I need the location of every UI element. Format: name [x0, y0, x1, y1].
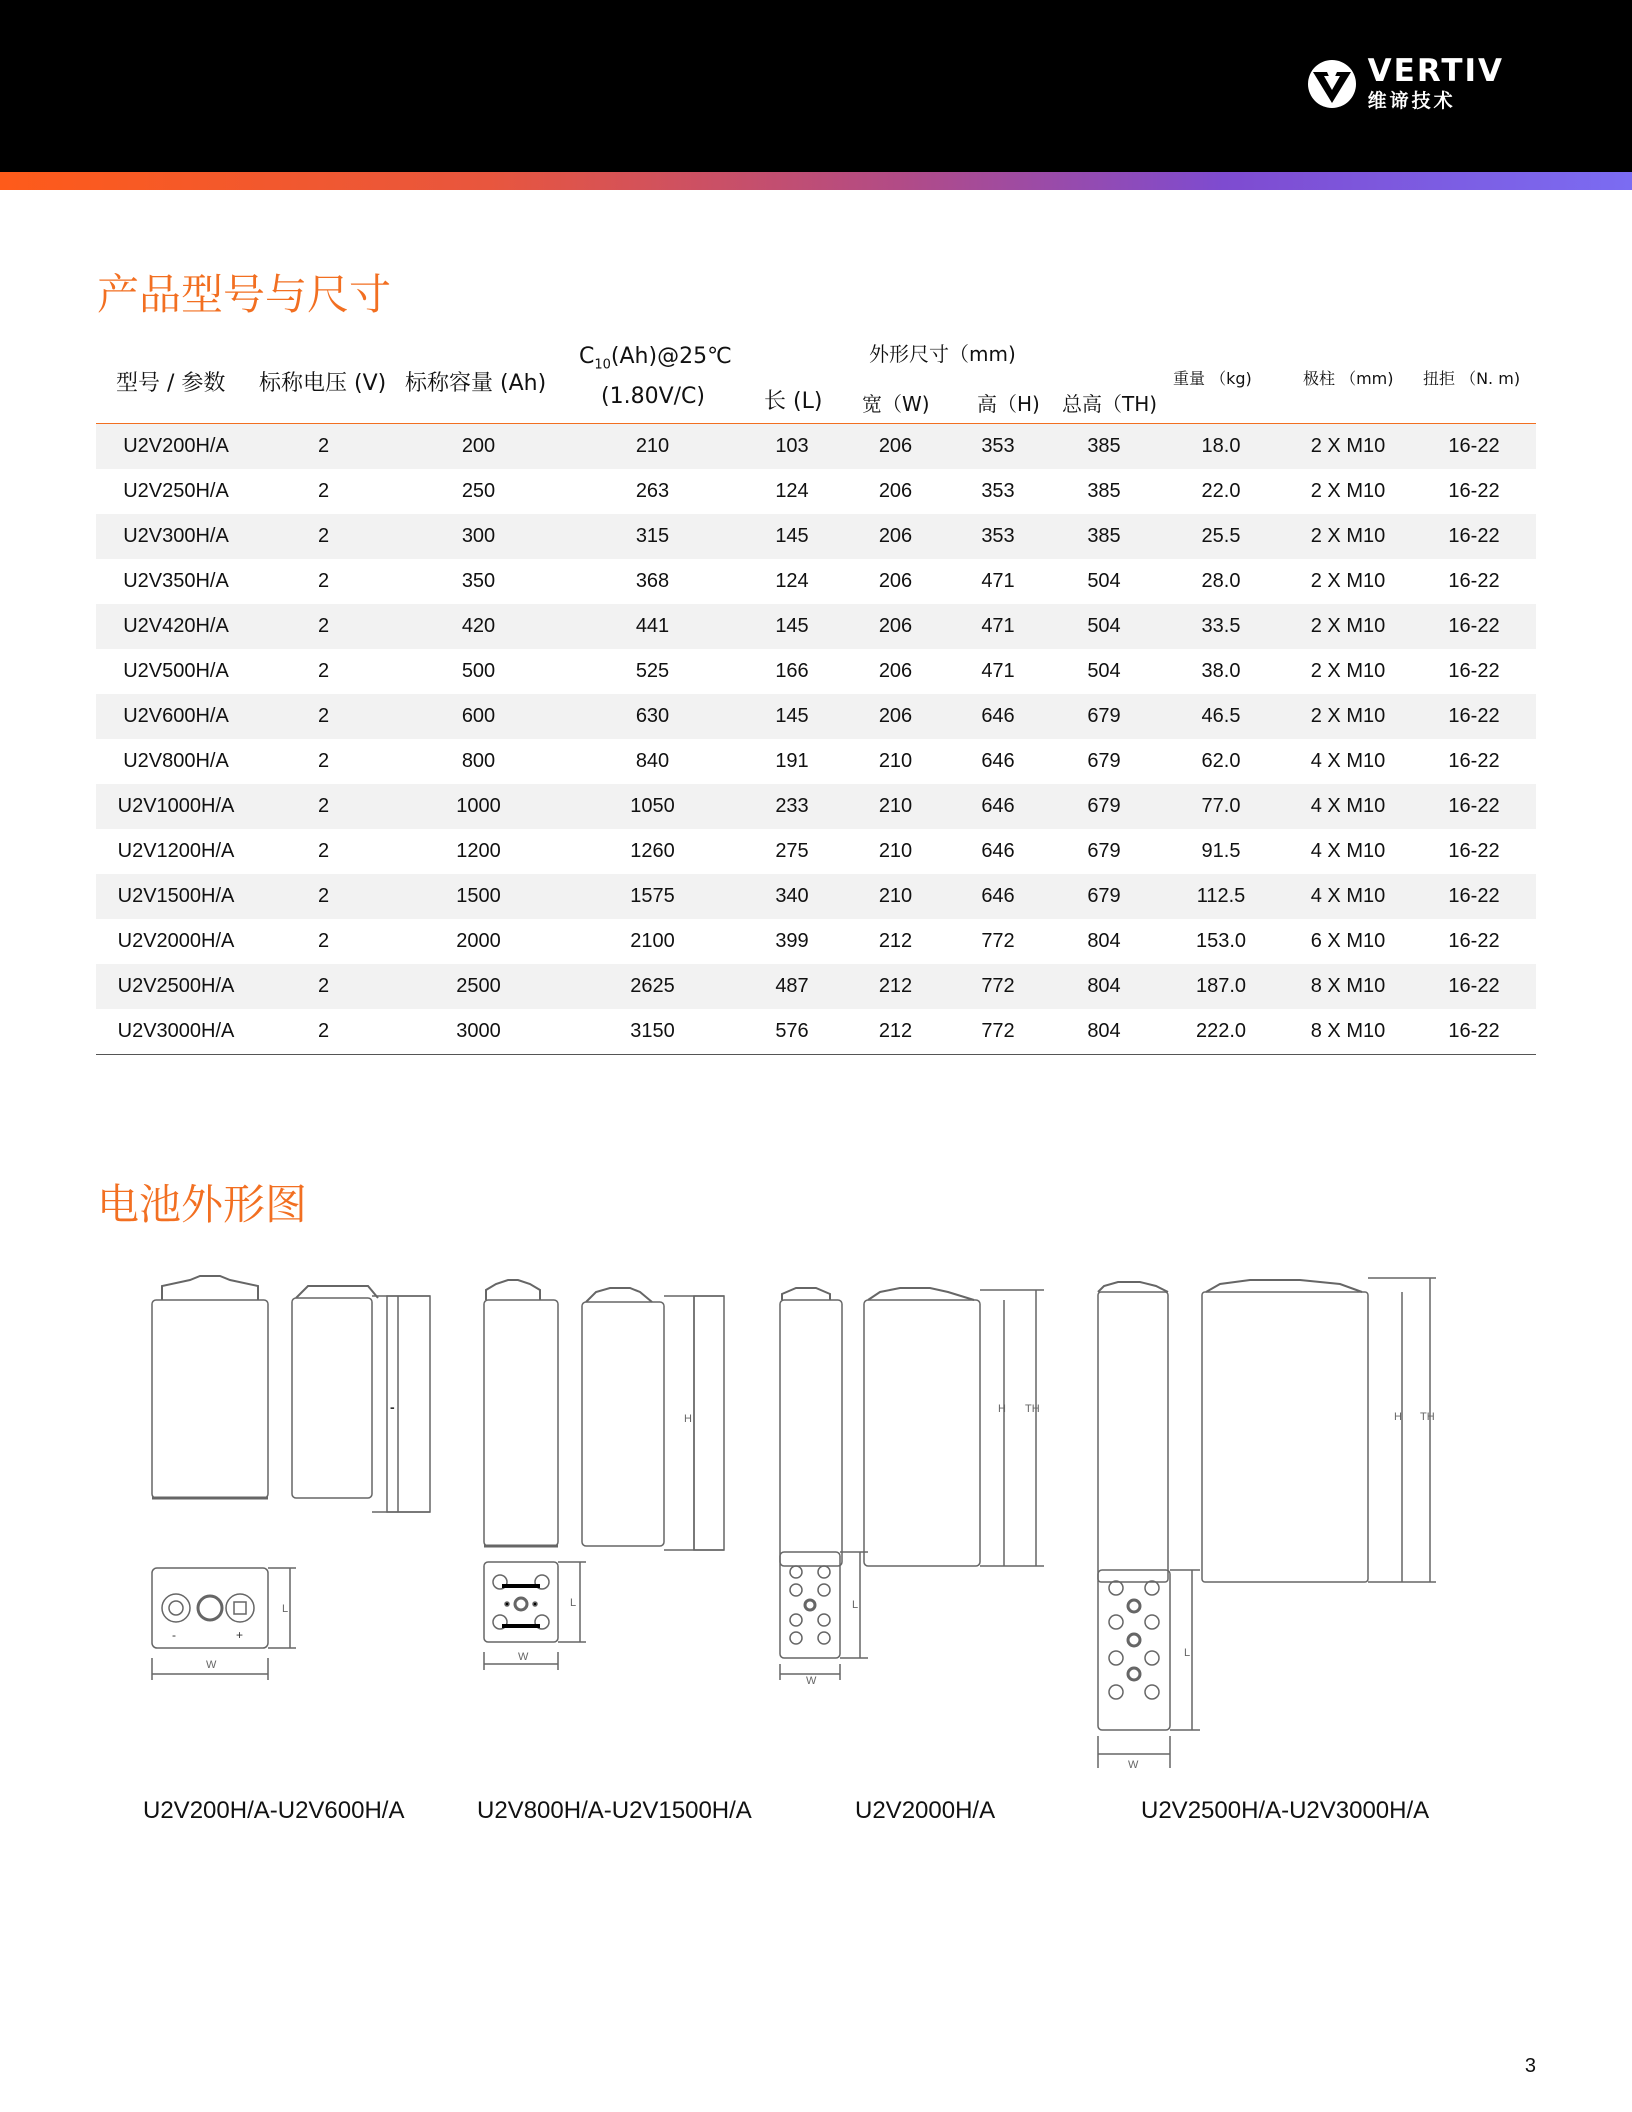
- cell-torque: 16-22: [1448, 660, 1500, 682]
- diagram-group-4: [1098, 1278, 1436, 1770]
- cell-capacity: 500: [461, 660, 496, 682]
- cell-th: 804: [1087, 1020, 1121, 1042]
- cell-terminal: 2 X M10: [1310, 570, 1386, 592]
- cell-model: U2V500H/A: [123, 660, 229, 682]
- cell-voltage: 2: [317, 480, 330, 502]
- cell-th: 679: [1087, 705, 1121, 727]
- cell-voltage: 2: [317, 705, 330, 727]
- cell-model: U2V800H/A: [123, 750, 229, 772]
- label-th4: TH: [1420, 1411, 1435, 1423]
- header-capacity: 标称容量 (Ah): [405, 371, 547, 396]
- cell-c10: 368: [635, 570, 670, 592]
- cell-th: 679: [1087, 750, 1121, 772]
- cell-model: U2V300H/A: [123, 525, 229, 547]
- label-w4: W: [1128, 1759, 1139, 1770]
- cell-model: U2V2000H/A: [117, 930, 235, 952]
- cell-h: 646: [981, 750, 1015, 772]
- cell-voltage: 2: [317, 840, 330, 862]
- cell-torque: 16-22: [1448, 885, 1500, 907]
- cell-l: 124: [775, 480, 809, 502]
- cell-capacity: 3000: [456, 1020, 501, 1042]
- cell-c10: 2625: [630, 975, 675, 997]
- header-gradient-stripe: [0, 172, 1632, 190]
- header-c10-sub: 10: [594, 357, 611, 373]
- cell-model: U2V200H/A: [123, 435, 229, 457]
- cell-weight: 25.5: [1201, 525, 1241, 547]
- label-h4: H: [1394, 1411, 1402, 1423]
- cell-capacity: 1500: [456, 885, 501, 907]
- cell-th: 804: [1087, 975, 1121, 997]
- cell-weight: 187.0: [1195, 975, 1247, 997]
- cell-l: 275: [775, 840, 809, 862]
- cell-torque: 16-22: [1448, 750, 1500, 772]
- cell-voltage: 2: [317, 975, 330, 997]
- cell-torque: 16-22: [1448, 795, 1500, 817]
- cell-weight: 22.0: [1201, 480, 1241, 502]
- cell-h: 353: [981, 525, 1015, 547]
- cell-weight: 62.0: [1201, 750, 1241, 772]
- spec-table: [96, 330, 1536, 1055]
- cell-c10: 441: [635, 615, 670, 637]
- cell-capacity: 2500: [456, 975, 501, 997]
- diagram-group-2: [484, 1280, 724, 1670]
- cell-l: 124: [775, 570, 809, 592]
- cell-h: 646: [981, 885, 1015, 907]
- cell-w: 206: [878, 480, 913, 502]
- battery-front-view: [780, 1300, 842, 1566]
- cell-terminal: 6 X M10: [1310, 930, 1386, 952]
- cell-model: U2V2500H/A: [117, 975, 235, 997]
- cell-h: 646: [981, 705, 1015, 727]
- label-l3: L: [852, 1599, 859, 1611]
- cell-torque: 16-22: [1448, 930, 1500, 952]
- header-dims-group: 外形尺寸（mm): [869, 342, 1016, 366]
- cell-w: 206: [878, 570, 913, 592]
- cell-th: 804: [1087, 930, 1121, 952]
- battery-outline-diagrams: [140, 1260, 1480, 1770]
- battery-top-view: [484, 1562, 558, 1642]
- cell-l: 145: [775, 525, 809, 547]
- cell-terminal: 2 X M10: [1310, 525, 1386, 547]
- cell-capacity: 300: [461, 525, 496, 547]
- cell-th: 385: [1087, 480, 1121, 502]
- cell-c10: 210: [635, 435, 670, 457]
- cell-terminal: 2 X M10: [1310, 435, 1386, 457]
- cell-l: 399: [775, 930, 809, 952]
- cell-h: 471: [981, 660, 1015, 682]
- label-th3: TH: [1025, 1403, 1040, 1415]
- header-weight: 重量 （kg): [1173, 369, 1252, 388]
- cell-voltage: 2: [317, 930, 330, 952]
- cell-weight: 77.0: [1201, 795, 1241, 817]
- cell-torque: 16-22: [1448, 480, 1500, 502]
- table-row: [96, 559, 1536, 604]
- vertiv-mark-icon: [1306, 59, 1358, 109]
- caption-group-3: U2V2000H/A: [855, 1797, 996, 1824]
- cell-c10: 1050: [630, 795, 675, 817]
- cell-h: 772: [981, 1020, 1015, 1042]
- header-torque: 扭拒 （N. m): [1423, 369, 1521, 388]
- cell-terminal: 2 X M10: [1310, 480, 1386, 502]
- header-terminal: 极柱 （mm): [1303, 369, 1394, 388]
- cell-w: 212: [878, 975, 913, 997]
- table-row: [96, 469, 1536, 514]
- cell-l: 340: [775, 885, 809, 907]
- table-row: [96, 604, 1536, 649]
- battery-side-view: [582, 1302, 664, 1546]
- label-w1: W: [206, 1659, 217, 1671]
- header-voltage: 标称电压 (V): [259, 371, 387, 396]
- header-height: 高（H): [977, 392, 1040, 416]
- table-row: [96, 514, 1536, 559]
- cell-w: 206: [878, 615, 913, 637]
- cell-model: U2V350H/A: [123, 570, 229, 592]
- header-c10-post: (Ah)@25℃: [610, 344, 732, 369]
- cell-h: 646: [981, 795, 1015, 817]
- table-row: [96, 829, 1536, 874]
- cell-voltage: 2: [317, 1020, 330, 1042]
- cell-c10: 1260: [630, 840, 675, 862]
- table-row: [96, 739, 1536, 784]
- label-l1: L: [282, 1603, 289, 1615]
- cell-capacity: 250: [461, 480, 496, 502]
- cell-th: 679: [1087, 840, 1121, 862]
- page-number: 3: [1524, 2055, 1536, 2077]
- cell-c10: 525: [635, 660, 670, 682]
- battery-front-view: [484, 1300, 558, 1546]
- logo-brand-cn: 维谛技术: [1367, 90, 1456, 112]
- cell-w: 206: [878, 435, 913, 457]
- cell-l: 166: [775, 660, 809, 682]
- battery-top-view: [1098, 1570, 1170, 1730]
- cell-terminal: 4 X M10: [1310, 840, 1386, 862]
- cell-voltage: 2: [317, 570, 330, 592]
- table-header: [96, 330, 1536, 424]
- cell-model: U2V420H/A: [123, 615, 229, 637]
- diagram-group-1: [152, 1276, 430, 1680]
- cell-voltage: 2: [317, 660, 330, 682]
- cell-voltage: 2: [317, 885, 330, 907]
- cell-w: 206: [878, 705, 913, 727]
- cell-voltage: 2: [317, 435, 330, 457]
- section-title-outline: 电池外形图: [97, 1180, 308, 1229]
- cell-capacity: 800: [461, 750, 496, 772]
- cell-torque: 16-22: [1448, 1020, 1500, 1042]
- cell-capacity: 350: [461, 570, 496, 592]
- cell-weight: 28.0: [1201, 570, 1241, 592]
- cell-capacity: 200: [461, 435, 496, 457]
- table-row: [96, 874, 1536, 919]
- cell-w: 210: [878, 885, 913, 907]
- cell-terminal: 8 X M10: [1310, 1020, 1386, 1042]
- cell-terminal: 2 X M10: [1310, 705, 1386, 727]
- cell-th: 385: [1087, 525, 1121, 547]
- label-h3: H: [998, 1403, 1006, 1415]
- cell-voltage: 2: [317, 750, 330, 772]
- cell-th: 385: [1087, 435, 1121, 457]
- cell-h: 772: [981, 930, 1015, 952]
- cell-h: 646: [981, 840, 1015, 862]
- header-c10-line2: (1.80V/C): [601, 384, 705, 409]
- caption-group-4: U2V2500H/A-U2V3000H/A: [1141, 1797, 1430, 1824]
- table-row: [96, 694, 1536, 739]
- cell-torque: 16-22: [1448, 975, 1500, 997]
- cell-l: 233: [775, 795, 809, 817]
- cell-l: 145: [775, 615, 809, 637]
- cell-c10: 3150: [630, 1020, 675, 1042]
- cell-model: U2V250H/A: [123, 480, 229, 502]
- diagram-group-3: [780, 1288, 1044, 1687]
- cell-model: U2V3000H/A: [117, 1020, 235, 1042]
- vertiv-logo: [1306, 53, 1504, 112]
- cell-terminal: 2 X M10: [1310, 615, 1386, 637]
- cell-l: 145: [775, 705, 809, 727]
- cell-torque: 16-22: [1448, 615, 1500, 637]
- cell-weight: 222.0: [1195, 1020, 1247, 1042]
- cell-voltage: 2: [317, 795, 330, 817]
- cell-model: U2V1200H/A: [117, 840, 235, 862]
- label-neg: -: [172, 1628, 176, 1642]
- cell-torque: 16-22: [1448, 840, 1500, 862]
- cell-c10: 630: [635, 705, 670, 727]
- cell-terminal: 4 X M10: [1310, 750, 1386, 772]
- header-width: 宽（W): [862, 392, 930, 416]
- cell-model: U2V1500H/A: [117, 885, 235, 907]
- cell-c10: 1575: [630, 885, 675, 907]
- cell-torque: 16-22: [1448, 570, 1500, 592]
- cell-c10: 2100: [630, 930, 675, 952]
- cell-l: 191: [775, 750, 809, 772]
- section-title-models: 产品型号与尺寸: [97, 270, 392, 319]
- cell-weight: 153.0: [1195, 930, 1247, 952]
- header-model: 型号 / 参数: [116, 371, 226, 396]
- cell-capacity: 1000: [456, 795, 501, 817]
- cell-w: 210: [878, 750, 913, 772]
- cell-c10: 315: [635, 525, 670, 547]
- table-row: [96, 784, 1536, 829]
- cell-weight: 112.5: [1196, 885, 1246, 907]
- cell-th: 504: [1087, 615, 1121, 637]
- cell-torque: 16-22: [1448, 525, 1500, 547]
- cell-terminal: 2 X M10: [1310, 660, 1386, 682]
- caption-group-2: U2V800H/A-U2V1500H/A: [477, 1797, 752, 1824]
- cell-voltage: 2: [317, 615, 330, 637]
- cell-th: 504: [1087, 570, 1121, 592]
- cell-weight: 91.5: [1201, 840, 1241, 862]
- cell-torque: 16-22: [1448, 435, 1500, 457]
- label-h2: H: [684, 1413, 692, 1425]
- caption-group-1: U2V200H/A-U2V600H/A: [143, 1797, 405, 1824]
- battery-side-view: [292, 1298, 372, 1498]
- table-row: [96, 1009, 1536, 1055]
- cell-terminal: 8 X M10: [1310, 975, 1386, 997]
- cell-torque: 16-22: [1448, 705, 1500, 727]
- cell-capacity: 1200: [456, 840, 501, 862]
- cell-w: 212: [878, 930, 913, 952]
- table-row: [96, 649, 1536, 694]
- cell-model: U2V600H/A: [123, 705, 229, 727]
- header-c10: [579, 344, 732, 372]
- cell-model: U2V1000H/A: [117, 795, 235, 817]
- cell-w: 212: [878, 1020, 913, 1042]
- battery-top-view: [780, 1552, 840, 1658]
- cell-h: 471: [981, 570, 1015, 592]
- table-row: [96, 919, 1536, 964]
- cell-h: 353: [981, 435, 1015, 457]
- table-row: [96, 964, 1536, 1009]
- cell-w: 206: [878, 660, 913, 682]
- label-l4: L: [1184, 1647, 1191, 1659]
- label-minus: -: [390, 1399, 395, 1415]
- cell-w: 210: [878, 840, 913, 862]
- cell-th: 679: [1087, 885, 1121, 907]
- cell-w: 210: [878, 795, 913, 817]
- cell-l: 103: [775, 435, 809, 457]
- cell-w: 206: [878, 525, 913, 547]
- table-body: [96, 424, 1536, 1055]
- label-pos: +: [236, 1628, 244, 1642]
- header-c10-pre: C: [579, 344, 595, 369]
- cell-weight: 18.0: [1201, 435, 1241, 457]
- cell-th: 504: [1087, 660, 1121, 682]
- cell-voltage: 2: [317, 525, 330, 547]
- cell-h: 471: [981, 615, 1015, 637]
- battery-side-view: [1202, 1292, 1368, 1582]
- cell-capacity: 2000: [456, 930, 501, 952]
- table-row: [96, 424, 1536, 469]
- header-total-height: 总高（TH): [1062, 392, 1158, 416]
- outline-drawings-svg: [140, 1260, 1480, 1770]
- label-w3: W: [806, 1675, 817, 1687]
- cell-weight: 46.5: [1201, 705, 1241, 727]
- cell-h: 353: [981, 480, 1015, 502]
- cell-terminal: 4 X M10: [1310, 795, 1386, 817]
- cell-terminal: 4 X M10: [1310, 885, 1386, 907]
- header-length: 长 (L): [764, 389, 823, 414]
- cell-capacity: 420: [461, 615, 496, 637]
- cell-c10: 263: [635, 480, 670, 502]
- cell-l: 487: [775, 975, 809, 997]
- cell-l: 576: [775, 1020, 809, 1042]
- battery-side-view: [864, 1300, 980, 1566]
- cell-c10: 840: [635, 750, 670, 772]
- cell-th: 679: [1087, 795, 1121, 817]
- logo-brand-text: VERTIV: [1367, 53, 1504, 89]
- cell-h: 772: [981, 975, 1015, 997]
- battery-front-view: [152, 1300, 268, 1498]
- cell-weight: 33.5: [1201, 615, 1241, 637]
- header-bar: [0, 0, 1632, 172]
- label-w2: W: [518, 1651, 529, 1663]
- label-l2: L: [570, 1597, 577, 1609]
- cell-weight: 38.0: [1201, 660, 1241, 682]
- cell-capacity: 600: [461, 705, 496, 727]
- battery-front-view: [1098, 1292, 1168, 1582]
